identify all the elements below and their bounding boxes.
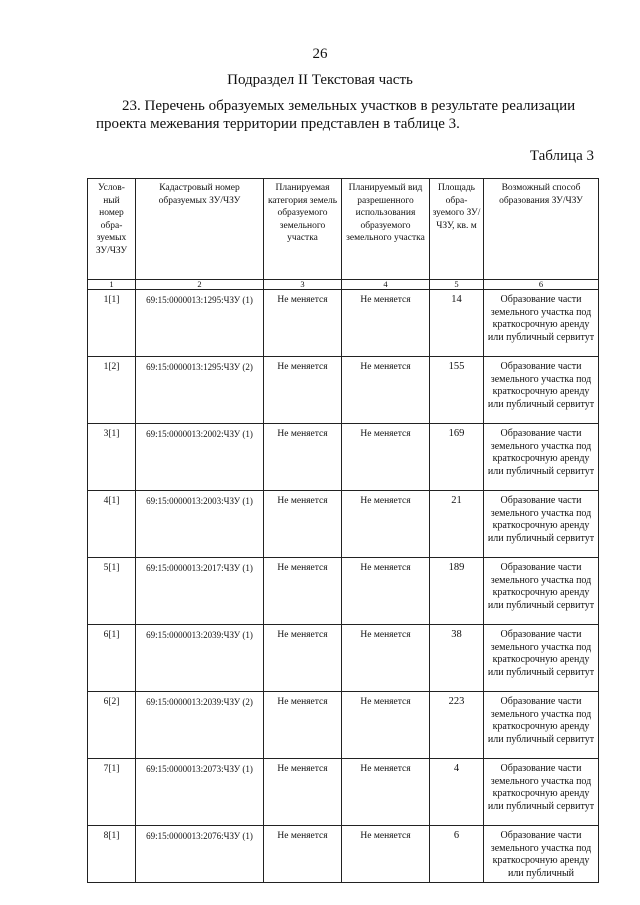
cell-number: 3[1]	[88, 424, 136, 491]
cell-area: 169	[430, 424, 484, 491]
header-cell: Услов-ный номер обра-зуемых ЗУ/ЧЗУ	[88, 179, 136, 280]
column-number-row	[88, 280, 599, 290]
header-cell: Площадь обра-зуемого ЗУ/ЧЗУ, кв. м	[430, 179, 484, 280]
column-number: 4	[342, 280, 430, 290]
column-number: 5	[430, 280, 484, 290]
paragraph-line-2: проекта межевания территории представлен в таблице 3.	[96, 116, 460, 132]
cell-cadastral: 69:15:0000013:2039:ЧЗУ (1)	[136, 625, 264, 692]
cell-number: 6[1]	[88, 625, 136, 692]
cell-number: 1[2]	[88, 357, 136, 424]
table-row	[88, 558, 599, 625]
cell-area: 189	[430, 558, 484, 625]
table-row	[88, 692, 599, 759]
table-row	[88, 424, 599, 491]
cell-method: Образование части земельного участка под краткосрочную аренду или публичный сервитут	[484, 290, 599, 357]
cell-area: 38	[430, 625, 484, 692]
cell-number: 8[1]	[88, 826, 136, 883]
cell-number: 6[2]	[88, 692, 136, 759]
cell-method: Образование части земельного участка под краткосрочную аренду или публичный сервитут	[484, 491, 599, 558]
header-cell: Планируемый вид разрешенного использования образуемого земельного участка	[342, 179, 430, 280]
cell-method: Образование части земельного участка под краткосрочную аренду или публичный сервитут	[484, 692, 599, 759]
page-number: 26	[312, 46, 328, 62]
cell-area: 6	[430, 826, 484, 883]
cell-method: Образование части земельного участка под краткосрочную аренду или публичный сервитут	[484, 357, 599, 424]
cell-use: Не меняется	[342, 290, 430, 357]
cell-area: 155	[430, 357, 484, 424]
column-number: 1	[88, 280, 136, 290]
cell-cadastral: 69:15:0000013:2073:ЧЗУ (1)	[136, 759, 264, 826]
land-plots-table	[87, 178, 599, 883]
cell-cadastral: 69:15:0000013:2003:ЧЗУ (1)	[136, 491, 264, 558]
cell-category: Не меняется	[264, 491, 342, 558]
table-row	[88, 290, 599, 357]
cell-method: Образование части земельного участка под краткосрочную аренду или публичный сервитут	[484, 558, 599, 625]
cell-method: Образование части земельного участка под краткосрочную аренду или публичный сервитут	[484, 625, 599, 692]
cell-use: Не меняется	[342, 826, 430, 883]
cell-cadastral: 69:15:0000013:2039:ЧЗУ (2)	[136, 692, 264, 759]
cell-category: Не меняется	[264, 759, 342, 826]
cell-number: 1[1]	[88, 290, 136, 357]
table-header-row	[88, 179, 599, 280]
paragraph-line-1: 23. Перечень образуемых земельных участков в результате реализации	[122, 98, 576, 114]
column-number: 6	[484, 280, 599, 290]
cell-cadastral: 69:15:0000013:2002:ЧЗУ (1)	[136, 424, 264, 491]
header-cell: Планируемая категория земель образуемого земельного участка	[264, 179, 342, 280]
cell-category: Не меняется	[264, 558, 342, 625]
cell-category: Не меняется	[264, 424, 342, 491]
cell-method: Образование части земельного участка под краткосрочную аренду или публичный сервитут	[484, 424, 599, 491]
column-number: 3	[264, 280, 342, 290]
cell-use: Не меняется	[342, 357, 430, 424]
cell-use: Не меняется	[342, 625, 430, 692]
cell-use: Не меняется	[342, 558, 430, 625]
cell-use: Не меняется	[342, 759, 430, 826]
table-row	[88, 491, 599, 558]
cell-category: Не меняется	[264, 625, 342, 692]
cell-category: Не меняется	[264, 290, 342, 357]
table-row	[88, 759, 599, 826]
cell-cadastral: 69:15:0000013:1295:ЧЗУ (1)	[136, 290, 264, 357]
cell-method: Образование части земельного участка под краткосрочную аренду или публичный сервитут	[484, 759, 599, 826]
table-row	[88, 357, 599, 424]
table-caption: Таблица 3	[529, 148, 594, 164]
cell-area: 21	[430, 491, 484, 558]
cell-category: Не меняется	[264, 692, 342, 759]
cell-use: Не меняется	[342, 692, 430, 759]
cell-area: 4	[430, 759, 484, 826]
header-cell: Кадастровый номер образуемых ЗУ/ЧЗУ	[136, 179, 264, 280]
cell-method: Образование части земельного участка под краткосрочную аренду или публичный	[484, 826, 599, 883]
cell-category: Не меняется	[264, 826, 342, 883]
cell-use: Не меняется	[342, 424, 430, 491]
cell-cadastral: 69:15:0000013:2017:ЧЗУ (1)	[136, 558, 264, 625]
table-row	[88, 826, 599, 883]
table-row	[88, 625, 599, 692]
cell-cadastral: 69:15:0000013:1295:ЧЗУ (2)	[136, 357, 264, 424]
cell-number: 7[1]	[88, 759, 136, 826]
intro-paragraph	[96, 97, 602, 133]
cell-cadastral: 69:15:0000013:2076:ЧЗУ (1)	[136, 826, 264, 883]
section-heading: Подраздел II Текстовая часть	[227, 72, 413, 88]
cell-category: Не меняется	[264, 357, 342, 424]
header-cell: Возможный способ образования ЗУ/ЧЗУ	[484, 179, 599, 280]
cell-use: Не меняется	[342, 491, 430, 558]
cell-number: 4[1]	[88, 491, 136, 558]
column-number: 2	[136, 280, 264, 290]
cell-area: 223	[430, 692, 484, 759]
cell-area: 14	[430, 290, 484, 357]
cell-number: 5[1]	[88, 558, 136, 625]
